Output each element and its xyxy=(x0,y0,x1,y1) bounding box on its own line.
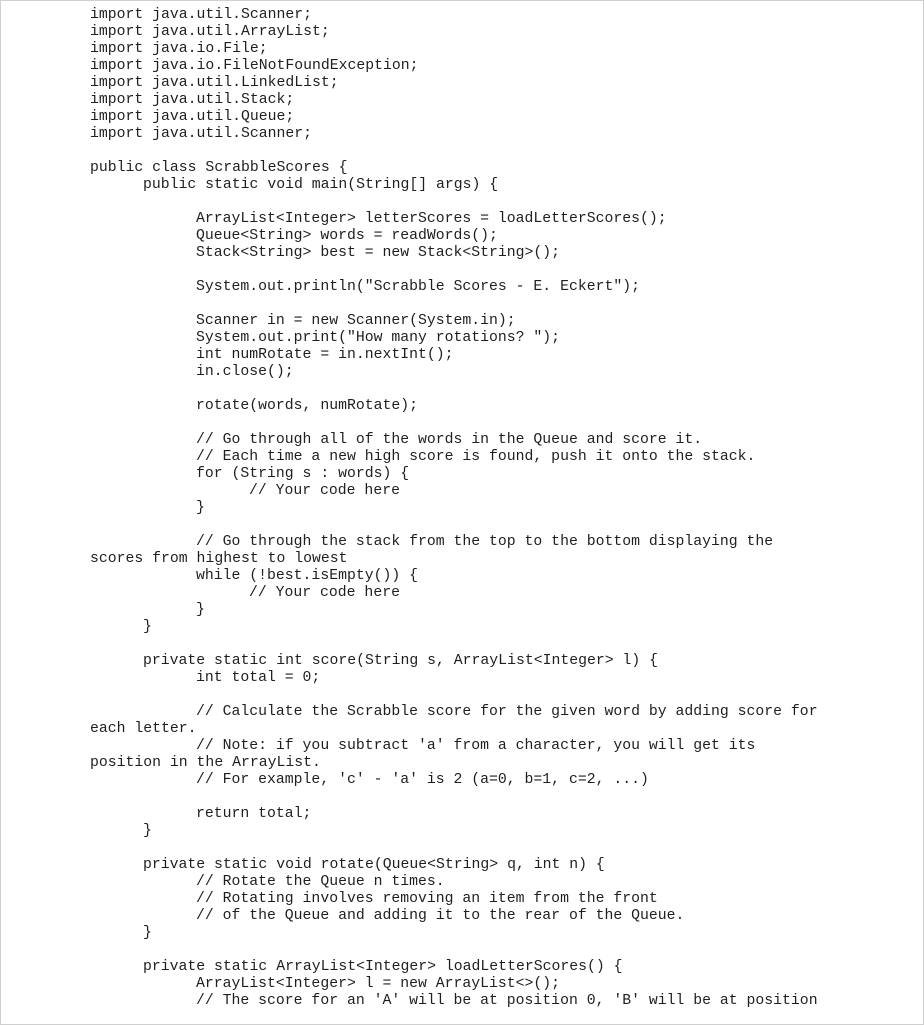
code-line: public static void main(String[] args) { xyxy=(143,177,499,193)
code-line: // Calculate the Scrabble score for the given word by adding score for xyxy=(196,704,818,720)
code-line: // Note: if you subtract 'a' from a character, you will get its xyxy=(196,738,756,754)
code-line: System.out.println("Scrabble Scores - E. Eckert"); xyxy=(196,279,640,295)
code-line: private static void rotate(Queue<String> q, int n) { xyxy=(143,857,605,873)
code-line xyxy=(1,687,818,704)
code-line: rotate(words, numRotate); xyxy=(196,398,418,414)
code-line: import java.io.FileNotFoundException; xyxy=(90,58,419,74)
code-line: } xyxy=(143,619,152,635)
code-line: return total; xyxy=(196,806,312,822)
code-line: in.close(); xyxy=(196,364,294,380)
code-line xyxy=(1,415,818,432)
code-line xyxy=(1,194,818,211)
code-line: import java.util.LinkedList; xyxy=(90,75,339,91)
code-line: // of the Queue and adding it to the rear of the Queue. xyxy=(196,908,685,924)
code-line xyxy=(1,517,818,534)
code-line: // Your code here xyxy=(249,585,400,601)
code-line xyxy=(1,840,818,857)
code-line: Scanner in = new Scanner(System.in); xyxy=(196,313,516,329)
code-line: ArrayList<Integer> letterScores = loadLetterScores(); xyxy=(196,211,667,227)
code-line: scores from highest to lowest xyxy=(90,551,348,567)
code-line: int total = 0; xyxy=(196,670,321,686)
code-line: import java.util.Scanner; xyxy=(90,7,312,23)
code-line: ArrayList<Integer> l = new ArrayList<>(); xyxy=(196,976,561,992)
code-line: while (!best.isEmpty()) { xyxy=(196,568,418,584)
code-line: import java.io.File; xyxy=(90,41,268,57)
code-line xyxy=(1,636,818,653)
code-line: int numRotate = in.nextInt(); xyxy=(196,347,454,363)
code-line xyxy=(1,262,818,279)
code-line: private static int score(String s, ArrayList<Integer> l) { xyxy=(143,653,659,669)
code-line: // The score for an 'A' will be at position 0, 'B' will be at position xyxy=(196,993,818,1009)
code-line: each letter. xyxy=(90,721,197,737)
code-line xyxy=(1,296,818,313)
code-line: Queue<String> words = readWords(); xyxy=(196,228,498,244)
code-listing xyxy=(1,7,818,1010)
code-line: // Each time a new high score is found, push it onto the stack. xyxy=(196,449,756,465)
code-line: // Go through the stack from the top to the bottom displaying the xyxy=(196,534,774,550)
code-line xyxy=(1,381,818,398)
code-line: System.out.print("How many rotations? "); xyxy=(196,330,561,346)
code-line: public class ScrabbleScores { xyxy=(90,160,348,176)
code-line: Stack<String> best = new Stack<String>(); xyxy=(196,245,561,261)
code-line: } xyxy=(196,602,205,618)
code-line xyxy=(1,942,818,959)
code-line: } xyxy=(196,500,205,516)
code-line: for (String s : words) { xyxy=(196,466,410,482)
code-line: import java.util.Stack; xyxy=(90,92,295,108)
code-line: import java.util.ArrayList; xyxy=(90,24,330,40)
code-line xyxy=(1,789,818,806)
code-line: import java.util.Queue; xyxy=(90,109,295,125)
code-line: } xyxy=(143,823,152,839)
code-line xyxy=(1,143,818,160)
code-line: // Rotate the Queue n times. xyxy=(196,874,445,890)
code-line: private static ArrayList<Integer> loadLetterScores() { xyxy=(143,959,623,975)
code-line: position in the ArrayList. xyxy=(90,755,321,771)
code-line: // Go through all of the words in the Queue and score it. xyxy=(196,432,703,448)
code-line: // For example, 'c' - 'a' is 2 (a=0, b=1, c=2, ...) xyxy=(196,772,649,788)
code-line: // Your code here xyxy=(249,483,400,499)
code-line: // Rotating involves removing an item from the front xyxy=(196,891,658,907)
code-line: } xyxy=(143,925,152,941)
code-line: import java.util.Scanner; xyxy=(90,126,312,142)
